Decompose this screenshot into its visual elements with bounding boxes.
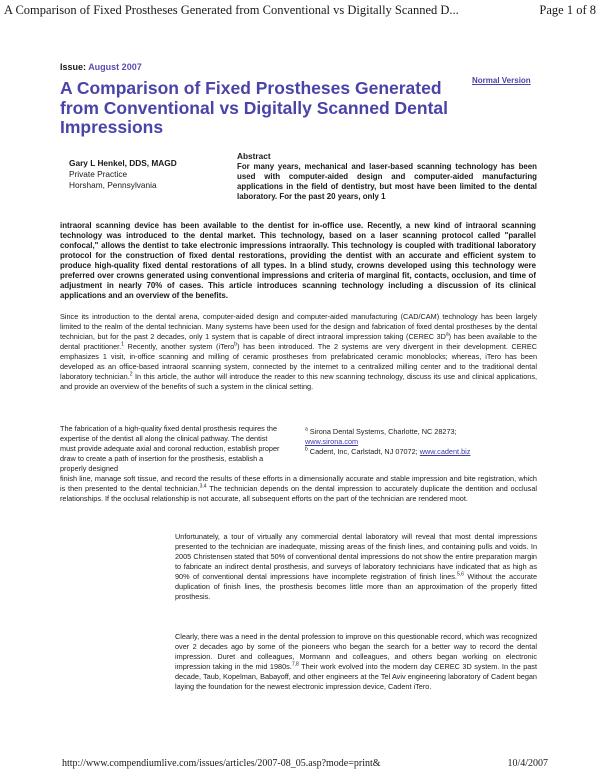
citation-ref: 3,4: [199, 483, 207, 490]
issue-date: August 2007: [88, 62, 142, 72]
citation-ref: 5,6: [456, 571, 464, 578]
body-paragraph-4: [175, 632, 537, 692]
footnote-text: Cadent, Inc, Carlstadt, NJ 07072;: [307, 447, 420, 456]
text-run: Without the accurate duplication of finish lines, the prosthesis becomes little more than an approximation of the properly fitted prosthesis.: [175, 572, 538, 601]
body-paragraph-3: [175, 532, 537, 602]
text-run: Since its introduction to the dental arena, computer-aided design and computer-aided manufacturing (CAD/CAM) technology has been largely limited to the realm of the dental technician. Many systems have been used for the design and fabrication of fixed dental prostheses by the dental technician, but for the past 2 decades, only 1 system that is capable of direct intraoral impression taking (CEREC 3D: [60, 312, 537, 341]
cadent-link[interactable]: www.cadent.biz: [419, 447, 471, 456]
text-run: ) has been introduced. The 2 systems are very divergent in their development. CEREC emphasizes 1 visit, in-office scanning and milling of ceramic prostheses from prefabricated ceramic monoblocks; whereas, iTero has been developed as an office-based intraoral scanning system, connected by the internet to a centralized milling center and to the traditional dental laboratory technician.: [60, 342, 537, 381]
author-role: Private Practice: [69, 169, 128, 179]
abstract-heading: Abstract: [237, 151, 271, 161]
footnotes: [305, 427, 545, 457]
text-run: Unfortunately, a tour of virtually any commercial dental laboratory will reveal that most dental impressions presented to the technician are inadequate, missing areas of the finish lines, and containing pulls and voids. In 2005 Christensen stated that 50% of conventional dental impressions do not show the entire preparation margin to fabricate an indirect dental prosthesis, and surveys of laboratory technicians have indicated that as high as 90% of conventional dental impressions have incomplete registration of finish lines.: [175, 532, 537, 581]
footnote-b: [305, 447, 545, 457]
author-block: [69, 158, 177, 191]
print-footer-url: http://www.compendiumlive.com/issues/articles/2007-08_05.asp?mode=print&: [62, 758, 381, 769]
issue-label: Issue:: [60, 62, 87, 72]
footnote-text: Sirona Dental Systems, Charlotte, NC 28273;: [307, 427, 457, 436]
footnote-marker: b: [305, 446, 308, 453]
text-run: finish line, manage soft tissue, and record the results of these efforts in a dimensionally accurate and stable impression and bite registration, which is then presented to the dental technician.: [60, 474, 537, 493]
citation-ref: 7,8: [291, 661, 299, 668]
abstract-text-bottom: intraoral scanning device has been available to the dentist for in-office use. Recently, a new kind of intraoral scanning technology was introduced to the dental market. This technology, based on a laser scanning protocol called "parallel confocal," allows the dentist to take electronic impressions intraorally. This technology is coupled with traditional laboratory protocol for the construction of fixed dental restorations, providing the dentist with an accurate and efficient system to produce high-quality fixed dental restorations of all types. In a blind study, crowns developed using this technology were preferred over crowns generated using conventional impressions and criteria of marginal fit, contacts, occlusion, and time of adjustment in nearly 70% of cases. This article introduces scanning technology including a discussion of its clinical applications and an overview of the benefits.: [60, 221, 536, 300]
text-run: In this article, the author will introduce the reader to this new scanning technology, discuss its use and clinical applications, and provide an overview of the benefits of such a system in the clinical setting.: [60, 372, 537, 391]
footnote-marker: a: [305, 426, 308, 433]
print-footer-date: 10/4/2007: [507, 758, 548, 769]
body-paragraph-2-left: The fabrication of a high-quality fixed dental prosthesis requires the expertise of the dentist all along the clinical pathway. The dentist must provide adequate axial and coronal reduction, establish proper draw to create a path of insertion for the prosthesis, establish a properly designed: [60, 424, 280, 473]
sirona-link[interactable]: www.sirona.com: [305, 437, 359, 446]
body-paragraph-2-rest: [60, 474, 537, 504]
text-run: Clearly, there was a need in the dental profession to improve on this questionable record, which was recognized over 2 decades ago by some of the pioneers who began the search for a better way to record the dental impression. Duret and colleagues, Mormann and colleagues, and others began working on electronic impression taking in the mid 1980s.: [175, 632, 537, 671]
author-name: Gary L Henkel, DDS, MAGD: [69, 158, 177, 168]
author-location: Horsham, Pennsylvania: [69, 180, 157, 190]
footnote-a: [305, 427, 545, 447]
normal-version-link[interactable]: Normal Version: [472, 76, 531, 85]
text-run: Recently, another system (iTero: [123, 342, 235, 351]
text-run: Their work evolved into the modern day CEREC 3D system. In the past decade, Taub, Kopelman, Babayoff, and other engineers at the Tel Aviv engineering laboratory of Cadent began laying the foundation for the newest electronic impression device, Cadent iTero.: [175, 662, 537, 691]
text-run: The technician depends on the dental impression to accurately duplicate the dentition and occlusal relationships. If the occlusal relationship is not accurate, all subsequent efforts on the part of the technician are rendered moot.: [60, 484, 538, 503]
citation-ref: 2: [129, 371, 133, 378]
text-run: ) has been available to the dental practitioner.: [60, 332, 537, 351]
article-title: A Comparison of Fixed Prostheses Generated from Conventional vs Digitally Scanned Dental Impressions: [60, 78, 448, 137]
abstract-text-top: For many years, mechanical and laser-based scanning technology has been used with computer-aided design and computer-aided manufacturing applications in the field of dentistry, but most have been limited to the dental laboratory. For the past 20 years, only 1: [237, 162, 537, 201]
issue-line: [60, 62, 142, 72]
body-paragraph-1: [60, 312, 537, 392]
footnote-ref: a: [445, 331, 449, 338]
footnote-ref: b: [234, 341, 238, 348]
print-header-title: A Comparison of Fixed Prostheses Generated from Conventional vs Digitally Scanned D...: [4, 3, 459, 17]
print-header-page: Page 1 of 8: [539, 3, 596, 17]
citation-ref: 1: [121, 341, 124, 348]
